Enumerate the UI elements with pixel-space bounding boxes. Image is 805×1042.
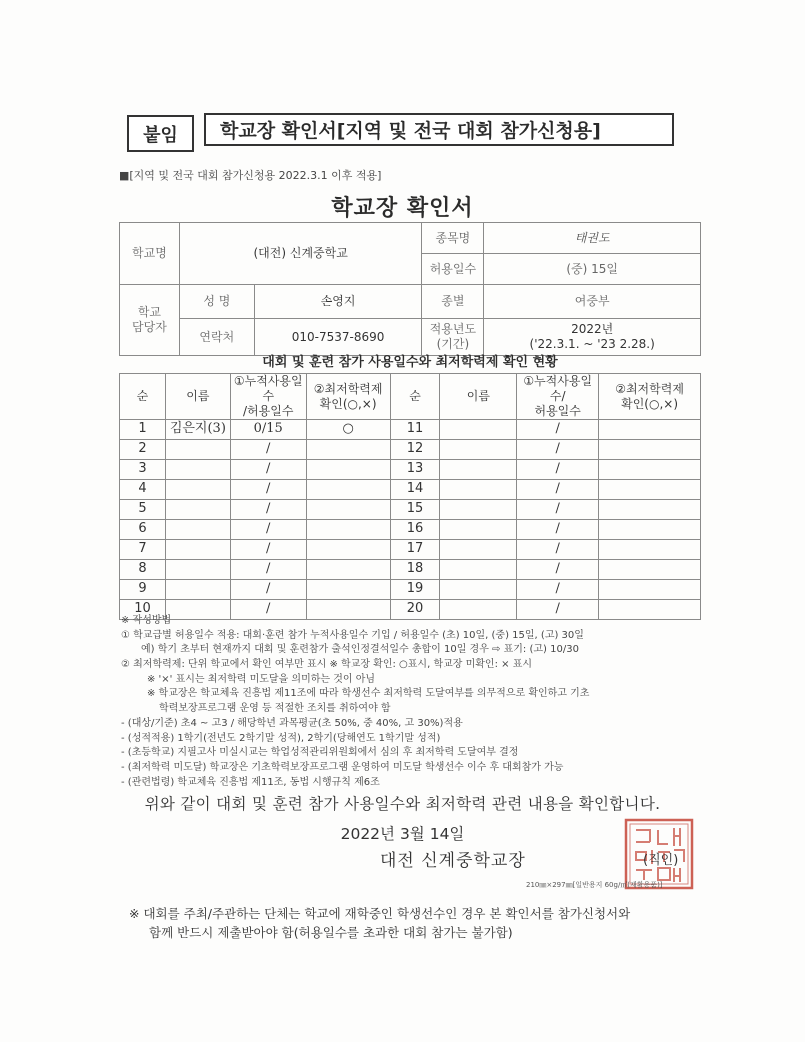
event-label: 종목명 [422,223,484,254]
row-number: 14 [390,480,440,500]
detail-law: - (관련법령) 학교체육 진흥법 제11조, 동법 시행규칙 제6조 [121,776,380,788]
row-name [165,520,230,540]
status-row [120,500,701,520]
document-title: 학교장 확인서 [331,196,474,221]
row-days: / [230,480,306,500]
category-value: 여중부 [484,285,701,319]
row-number: 6 [120,520,166,540]
instructions [121,614,721,790]
manager-label-line2: 담당자 [132,320,167,334]
detail-elementary: - (초등학교) 지필고사 미실시교는 학업성적관리위원회에서 심의 후 최저학력 도달여부 결정 [121,747,519,759]
row-days: / [230,520,306,540]
row-name [440,520,517,540]
row-name [165,460,230,480]
status-row [120,560,701,580]
row-days: / [230,580,306,600]
status-caption: 대회 및 훈련 참가 사용일수와 최저학력제 확인 현황 [262,355,558,370]
status-table [119,373,701,620]
header-check-line2: 확인(○,×) [319,396,377,411]
header-check-line1: ②최저학력제 [313,381,383,396]
row-number: 7 [120,540,166,560]
row-days: / [517,500,599,520]
year-value-period: ('22.3.1. ~ '23 2.28.) [529,337,655,351]
row-name [165,480,230,500]
row-check: ○ [306,420,390,440]
row-check [599,520,701,540]
row-days: / [230,440,306,460]
row-name [440,460,517,480]
instruction-2-note-b: ※ 학교장은 학교체육 진흥법 제11조에 따라 학생선수 최저학력 도달여부를 의무적으로 확인하고 기초 [147,688,590,700]
status-row [120,420,701,440]
row-name [165,440,230,460]
detail-unmet: - (최저학력 미도달) 학교장은 기초학력보장프로그램 운영하여 미도달 학생선수 이수 후 대회참가 가능 [121,761,564,773]
detail-grades: - (성적적용) 1학기(전년도 2학기말 성적), 2학기(당해연도 1학기말 성적) [121,732,441,744]
row-check [306,500,390,520]
row-days: / [230,460,306,480]
manager-name-label: 성 명 [179,285,254,319]
applicability-note: ■[지역 및 전국 대회 참가신청용 2022.3.1 이후 적용] [119,169,382,182]
row-number: 19 [390,580,440,600]
paper-spec: 210㎜×297㎜[일반용지 60g/㎡(재활용품)] [526,881,663,889]
row-number: 17 [390,540,440,560]
row-check [599,480,701,500]
status-row [120,460,701,480]
row-name [440,480,517,500]
row-name [440,440,517,460]
header-check [306,374,390,420]
row-number: 4 [120,480,166,500]
header-days-right-line1: ①누적사용일수/ [523,374,593,403]
header-days-right-line2: 허용일수 [534,404,581,418]
seal-label: (직인) [643,853,679,868]
header-check-right-line2: 확인(○,×) [621,396,678,411]
row-number: 10 [120,600,166,620]
row-check [599,500,701,520]
row-days: / [230,500,306,520]
row-days: / [517,420,599,440]
row-check [306,440,390,460]
confirmation-statement: 위와 같이 대회 및 훈련 참가 사용일수와 최저학력 관련 내용을 확인합니다. [144,795,661,813]
row-name [440,560,517,580]
row-days: / [517,540,599,560]
year-label-line2: (기간) [436,337,470,351]
document-banner-title: 학교장 확인서[지역 및 전국 대회 참가신청용] [204,113,674,146]
status-row [120,440,701,460]
status-row [120,540,701,560]
header-check-right-line1: ②최저학력제 [615,381,684,396]
row-number: 1 [120,420,166,440]
row-check [306,560,390,580]
footer-note [129,904,689,943]
row-name [165,500,230,520]
row-number: 18 [390,560,440,580]
manager-label [120,285,180,356]
row-number: 8 [120,560,166,580]
row-days: / [517,440,599,460]
school-name-label: 학교명 [120,223,180,285]
contact-value: 010-7537-8690 [254,319,422,356]
manager-label-line1: 학교 [137,305,162,319]
footer-note-line1: ※ 대회를 주최/주관하는 단체는 학교에 재학중인 학생선수인 경우 본 확인서를 참가신청서와 [129,906,631,921]
year-label [422,319,484,356]
detail-target: - (대상/기준) 초4 ~ 고3 / 해당학년 과목평균(초 50%, 중 40%, 고 30%)적용 [121,717,463,729]
status-row [120,520,701,540]
contact-label: 연락처 [179,319,254,356]
row-check [599,540,701,560]
event-value: 태권도 [484,223,701,254]
row-check [599,460,701,480]
header-days-right [517,374,599,420]
header-days-line2: /허용일수 [243,404,294,418]
row-check [599,580,701,600]
header-days [230,374,306,420]
header-name-right: 이름 [440,374,517,420]
year-value-year: 2022년 [571,322,614,336]
instruction-2-note-a: ※ '×' 표시는 최저학력 미도달을 의미하는 것이 아님 [147,673,376,685]
header-name: 이름 [165,374,230,420]
row-name [440,540,517,560]
row-number: 20 [390,600,440,620]
status-row [120,480,701,500]
issue-date: 2022년 3월 14일 [340,825,465,843]
row-name [440,500,517,520]
header-no-right: 순 [390,374,440,420]
row-number: 16 [390,520,440,540]
row-number: 5 [120,500,166,520]
row-days: / [230,560,306,580]
row-number: 15 [390,500,440,520]
row-days: / [517,460,599,480]
row-number: 13 [390,460,440,480]
status-row [120,580,701,600]
row-days: / [517,520,599,540]
row-check [306,480,390,500]
manager-name-value: 손영지 [254,285,422,319]
row-name [165,560,230,580]
row-name [165,580,230,600]
year-value [484,319,701,356]
row-name [440,420,517,440]
school-name-value: (대전) 신계중학교 [179,223,422,285]
row-days: / [230,540,306,560]
row-number: 12 [390,440,440,460]
instructions-title: ※ 작성방법 [121,615,172,626]
allowed-days-label: 허용일수 [422,254,484,285]
annex-label: 붙임 [127,115,194,152]
instruction-2-note-c: 학력보장프로그램 운영 등 적절한 조치를 취하여야 함 [159,703,391,715]
row-days: 0/15 [230,420,306,440]
row-name: 김은지(3) [165,420,230,440]
row-check [306,520,390,540]
row-days: / [517,560,599,580]
footer-note-line2: 함께 반드시 제출받아야 함(허용일수를 초과한 대회 참가는 불가함) [149,925,513,941]
category-label: 종별 [422,285,484,319]
row-name [165,540,230,560]
row-number: 3 [120,460,166,480]
issuer-name: 대전 신계중학교장 [380,851,526,871]
instruction-1-example: 예) 학기 초부터 현재까지 대회 및 훈련참가 출석인정결석일수 총합이 10일 경우 ⇨ 표기: (고) 10/30 [141,644,579,656]
row-check [306,580,390,600]
row-number: 9 [120,580,166,600]
row-number: 11 [390,420,440,440]
row-check [599,560,701,580]
row-days: / [517,480,599,500]
row-check [306,460,390,480]
row-check [599,420,701,440]
row-check [599,440,701,460]
row-number: 2 [120,440,166,460]
row-days: / [517,600,599,620]
row-name [440,580,517,600]
instruction-2: ② 최저학력제: 단위 학교에서 확인 여부만 표시 ※ 학교장 확인: ○표시, 학교장 미확인: × 표시 [121,659,533,671]
allowed-days-value: (중) 15일 [484,254,701,285]
row-days: / [517,580,599,600]
year-label-line1: 적용년도 [429,322,477,336]
header-check-right [599,374,701,420]
info-table [119,222,701,356]
instruction-1: ① 학교급별 허용일수 적용: 대회·훈련 참가 누적사용일수 기입 / 허용일수 (초) 10일, (중) 15일, (고) 30일 [121,629,584,641]
row-days: / [230,600,306,620]
header-days-line1: ①누적사용일수 [233,374,303,403]
row-check [306,540,390,560]
header-no: 순 [120,374,166,420]
